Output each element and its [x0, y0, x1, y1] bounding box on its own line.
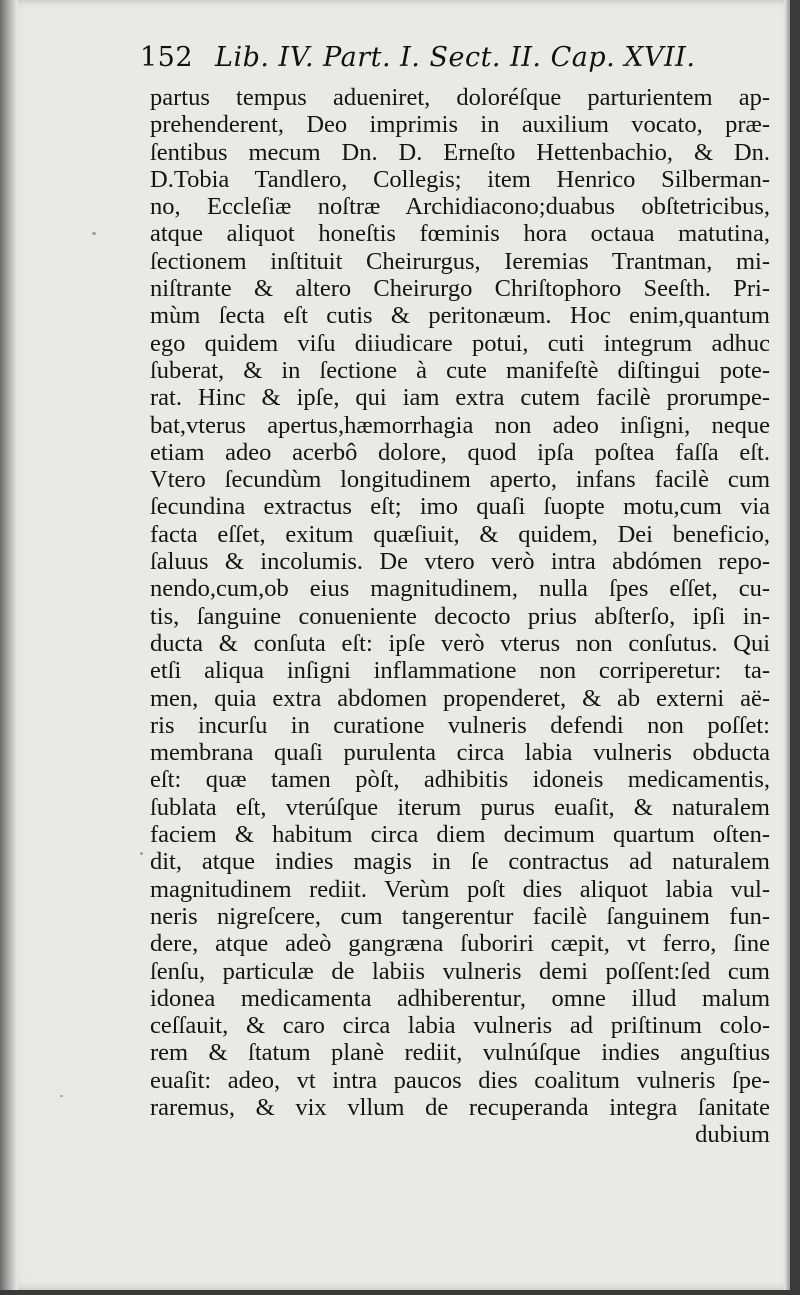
text-line: ſublata eſt, vterúſque iterum purus euaſit, & naturalem [150, 793, 770, 821]
body-text [150, 84, 770, 1149]
text-line: facta eſſet, exitum quæſiuit, & quidem, Dei beneficio, [150, 520, 770, 548]
text-line: magnitudinem rediit. Verùm poſt dies aliquot labia vul- [150, 875, 770, 903]
text-line: dit, atque indies magis in ſe contractus ad naturalem [150, 848, 770, 876]
text-line: faciem & habitum circa diem decimum quartum oſten- [150, 821, 770, 849]
text-line: ceſſauit, & caro circa labia vulneris ad priſtinum colo- [150, 1012, 770, 1040]
paper-speck [60, 1095, 63, 1097]
text-line: rat. Hinc & ipſe, qui iam extra cutem facilè prorumpe- [150, 384, 770, 412]
text-line: dere, atque adeò gangræna ſuboriri cæpit, vt ferro, ſine [150, 930, 770, 958]
text-line: etſi aliqua inſigni inflammatione non corriperetur: ta- [150, 657, 770, 685]
text-line: raremus, & vix vllum de recuperanda integra ſanitate [150, 1093, 770, 1121]
text-line: prehenderent, Deo imprimis in auxilium vocato, præ- [150, 111, 770, 139]
text-line: niſtrante & altero Cheirurgo Chriſtophoro Seeſth. Pri- [150, 275, 770, 303]
text-line: eſt: quæ tamen pòſt, adhibitis idoneis medicamentis, [150, 766, 770, 794]
text-line: ris incurſu in curatione vulneris defendi non poſſet: [150, 711, 770, 739]
text-line: no, Eccleſiæ noſtræ Archidiacono;duabus obſtetricibus, [150, 193, 770, 221]
text-line: ſecundina extractus eſt; imo quaſi ſuopte motu,cum via [150, 493, 770, 521]
text-line: ſuberat, & in ſectione à cute manifeſtè diſtingui pote- [150, 356, 770, 384]
page-edge [784, 0, 790, 1290]
text-line: Vtero ſecundùm longitudinem aperto, infans facilè cum [150, 466, 770, 494]
text-line: idonea medicamenta adhiberentur, omne illud malum [150, 984, 770, 1012]
text-line: partus tempus adueniret, doloréſque parturientem ap- [150, 84, 770, 111]
text-line: ſentibus mecum Dn. D. Erneſto Hettenbachio, & Dn. [150, 138, 770, 166]
text-line: tis, ſanguine conueniente decocto prius abſterſo, ipſi in- [150, 602, 770, 630]
binding-gutter [0, 0, 18, 1290]
text-line: men, quia extra abdomen propenderet, & ab externi aë- [150, 684, 770, 712]
text-line: neris nigreſcere, cum tangerentur facilè ſanguinem fun- [150, 902, 770, 930]
text-line: ego quidem viſu diiudicare potui, cuti integrum adhuc [150, 329, 770, 357]
running-header [140, 42, 760, 73]
text-line: atque aliquot honeſtis fœminis hora octaua matutina, [150, 220, 770, 248]
text-line: ſaluus & incolumis. De vtero verò intra abdómen repo- [150, 548, 770, 576]
text-line: mùm ſecta eſt cutis & peritonæum. Hoc enim,quantum [150, 302, 770, 330]
text-line: etiam adeo acerbô dolore, quod ipſa poſtea faſſa eſt. [150, 438, 770, 466]
text-line: membrana quaſi purulenta circa labia vulneris obducta [150, 739, 770, 767]
page-number: 152 [140, 42, 194, 73]
text-line: dubium [695, 1121, 770, 1149]
text-line: D.Tobia Tandlero, Collegis; item Henrico Silberman- [150, 165, 770, 193]
paper-speck [140, 852, 143, 855]
text-line: euaſit: adeo, vt intra paucos dies coalitum vulneris ſpe- [150, 1066, 770, 1094]
text-line: bat,vterus apertus,hæmorrhagia non adeo inſigni, neque [150, 411, 770, 439]
text-line: ducta & conſuta eſt: ipſe verò vterus non conſutus. Qui [150, 629, 770, 657]
text-line: rem & ſtatum planè rediit, vulnúſque indies anguſtius [150, 1039, 770, 1067]
text-line: ſenſu, particulæ de labiis vulneris demi poſſent:ſed cum [150, 957, 770, 985]
running-title: Lib. IV. Part. I. Sect. II. Cap. XVII. [215, 42, 696, 73]
text-line: nendo,cum,ob eius magnitudinem, nulla ſpes eſſet, cu- [150, 575, 770, 603]
paper-speck [92, 232, 96, 235]
text-line: ſectionem inſtituit Cheirurgus, Ieremias Trantman, mi- [150, 247, 770, 275]
